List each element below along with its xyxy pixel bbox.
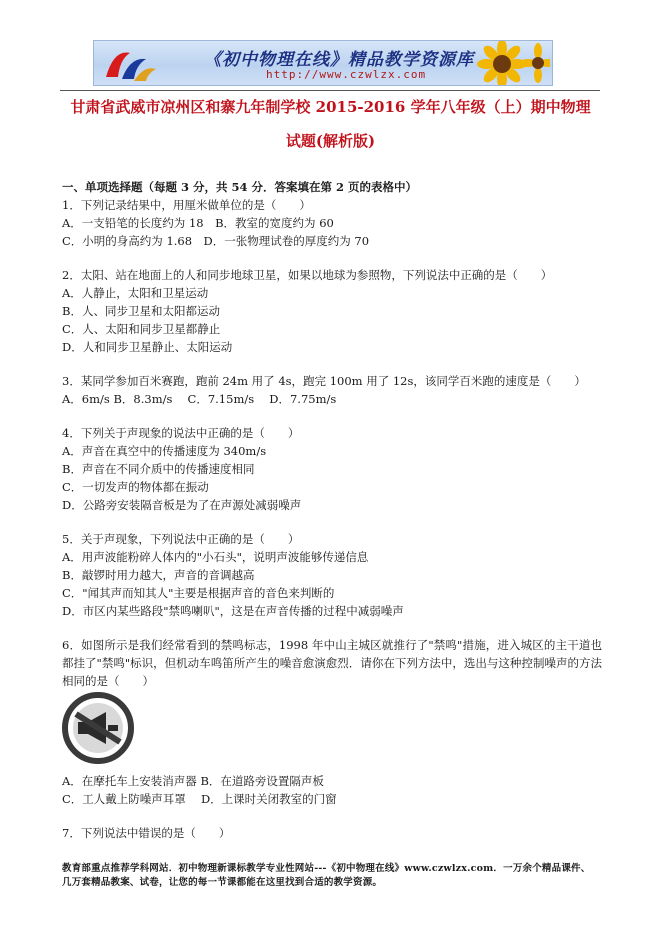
question-stem: 1．下列记录结果中，用厘米做单位的是（ ） <box>62 198 311 212</box>
question-option: C．工人戴上防噪声耳罩 D．上课时关闭教室的门窗 <box>62 792 337 806</box>
question-option: B．人、同步卫星和太阳都运动 <box>62 304 220 318</box>
banner-url: http://www.czwlzx.com <box>266 68 427 81</box>
section-heading: 一、单项选择题（每题 3 分，共 54 分．答案填在第 2 页的表格中） <box>62 180 418 194</box>
question-option: B．声音在不同介质中的传播速度相同 <box>62 462 255 476</box>
question-5 <box>62 530 602 620</box>
question-option: A．人静止，太阳和卫星运动 <box>62 286 209 300</box>
question-option: A．一支铅笔的长度约为 18 B．教室的宽度约为 60 <box>62 216 334 230</box>
document-title-line1: 甘肃省武威市凉州区和寨九年制学校 2015-2016 学年八年级（上）期中物理 <box>70 98 591 116</box>
question-6 <box>62 636 602 808</box>
question-1 <box>62 196 602 250</box>
question-stem: 5．关于声现象，下列说法中正确的是（ ） <box>62 532 300 546</box>
footer-line-1: 教育部重点推荐学科网站．初中物理新课标教学专业性网站---《初中物理在线》www.czwlzx.com．一万余个精品课件、 <box>62 863 591 874</box>
question-option: D．市区内某些路段"禁鸣喇叭"，这是在声音传播的过程中减弱噪声 <box>62 604 404 618</box>
question-option: C．"闻其声而知其人"主要是根据声音的音色来判断的 <box>62 586 335 600</box>
question-stem: 4．下列关于声现象的说法中正确的是（ ） <box>62 426 300 440</box>
question-2 <box>62 266 602 356</box>
question-stem: 6．如图所示是我们经常看到的禁鸣标志，1998 年中山主城区就推行了"禁鸣"措施，进入城区的主干道也都挂了"禁鸣"标识，但机动车鸣笛所产生的噪音愈演愈烈．请你在下列方法中，选出与这种控制噪声的方法相同的是（ ） <box>62 638 602 688</box>
question-3 <box>62 372 602 408</box>
document-title-line2: 试题(解析版) <box>285 132 376 150</box>
question-option: C．一切发声的物体都在振动 <box>62 480 209 494</box>
question-stem: 2．太阳、站在地面上的人和同步地球卫星，如果以地球为参照物，下列说法中正确的是（ ） <box>62 268 553 282</box>
sunflower-icon <box>472 41 550 86</box>
question-option: D．公路旁安装隔音板是为了在声源处减弱噪声 <box>62 498 302 512</box>
question-option: A．6m/s B．8.3m/s C．7.15m/s D．7.75m/s <box>62 392 337 406</box>
page-footer <box>62 862 607 890</box>
question-4 <box>62 424 602 514</box>
footer-line-2: 几万套精品教案、试卷，让您的每一节课都能在这里找到合适的教学资源。 <box>62 877 383 888</box>
header-divider <box>60 90 600 91</box>
no-honking-sign-icon <box>62 692 134 764</box>
no-honking-figure <box>62 690 602 772</box>
banner-title: 《初中物理在线》精品教学资源库 <box>204 50 474 70</box>
exam-content <box>62 178 602 842</box>
question-option: B．敲锣时用力越大，声音的音调越高 <box>62 568 255 582</box>
question-stem: 7．下列说法中错误的是（ ） <box>62 826 231 840</box>
question-stem: 3．某同学参加百米赛跑，跑前 24m 用了 4s，跑完 100m 用了 12s，该同学百米跑的速度是（ ） <box>62 374 586 388</box>
question-option: C．人、太阳和同步卫星都静止 <box>62 322 221 336</box>
question-option: A．声音在真空中的传播速度为 340m/s <box>62 444 267 458</box>
question-option: C．小明的身高约为 1.68 D．一张物理试卷的厚度约为 70 <box>62 234 370 248</box>
question-option: A．用声波能粉碎人体内的"小石头"，说明声波能够传递信息 <box>62 550 369 564</box>
question-option: D．人和同步卫星静止、太阳运动 <box>62 340 233 354</box>
site-logo-icon <box>100 43 160 85</box>
question-option: A．在摩托车上安装消声器 B．在道路旁设置隔声板 <box>62 774 324 788</box>
question-7 <box>62 824 602 842</box>
header-banner <box>93 40 553 86</box>
